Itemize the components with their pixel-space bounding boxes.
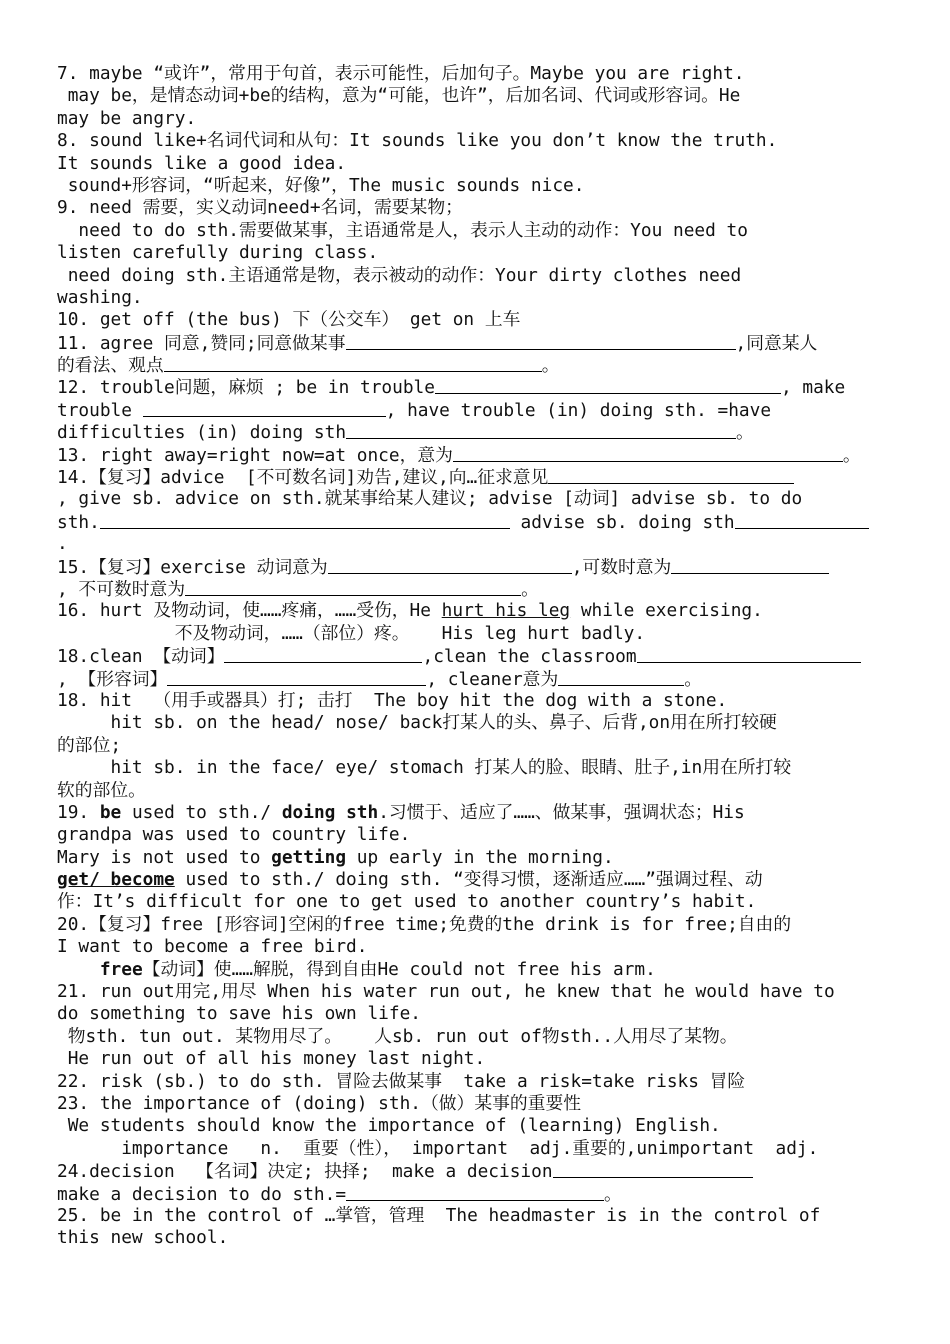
text-segment: 20.【复习】free [形容词]空闲的free time;免费的the drink is for free;自由的 <box>57 913 792 935</box>
text-line <box>57 265 895 287</box>
text-line <box>57 802 895 824</box>
text-line <box>57 712 895 734</box>
text-segment: hit sb. on the head/ nose/ back打某人的头、鼻子、后背,on用在所打较硬 <box>57 712 777 734</box>
text-line <box>57 690 895 712</box>
text-segment: 18.clean 【动词】 <box>57 646 225 668</box>
fill-in-blank <box>346 421 736 439</box>
fill-in-blank <box>164 354 542 372</box>
text-segment: 14.【复习】advice [不可数名词]劝告,建议,向…征求意见 <box>57 467 549 489</box>
text-segment: 11. agree 同意,赞同;同意做某事 <box>57 332 346 354</box>
text-line <box>57 757 895 779</box>
text-segment: I want to become a free bird. <box>57 936 368 958</box>
text-line <box>57 556 895 578</box>
text-segment: grandpa was used to country life. <box>57 824 411 846</box>
text-line <box>57 1093 895 1115</box>
text-segment: 。 <box>521 578 539 600</box>
fill-in-blank <box>167 668 426 686</box>
text-segment: 19. <box>57 801 100 823</box>
text-line <box>57 824 895 846</box>
text-line <box>57 1115 895 1137</box>
text-segment: do something to save his own life. <box>57 1003 421 1025</box>
text-line <box>57 399 895 421</box>
text-segment: 8. sound like+名词代词和从句：It sounds like you don’t know the truth. <box>57 130 778 152</box>
fill-in-blank <box>553 1160 753 1178</box>
text-segment: , 不可数时意为 <box>57 578 186 600</box>
text-segment: 。 <box>541 355 560 377</box>
fill-in-blank <box>143 399 386 417</box>
fill-in-blank <box>346 332 736 350</box>
text-segment: need to do sth.需要做某事，主语通常是人，表示人主动的动作：You need to <box>57 219 748 241</box>
text-line <box>57 869 895 891</box>
text-line <box>57 421 895 443</box>
fill-in-blank <box>435 376 781 394</box>
text-line <box>57 533 895 555</box>
text-segment: while exercising. <box>570 600 763 622</box>
text-segment: need doing sth.主语通常是物，表示被动的动作：Your dirty clothes need <box>57 264 742 286</box>
text-segment: sth. <box>57 511 100 533</box>
text-line <box>57 981 895 1003</box>
text-line <box>57 466 895 488</box>
text-segment <box>57 959 100 980</box>
text-segment: 21. run out用完,用尽 When his water run out, he knew that he would have to <box>57 981 835 1003</box>
text-line <box>57 1048 895 1070</box>
text-line <box>57 1071 895 1093</box>
text-line <box>57 1205 895 1227</box>
text-line <box>57 1003 895 1025</box>
text-line <box>57 242 895 264</box>
text-line <box>57 891 895 913</box>
text-segment: ,同意某人 <box>735 332 818 354</box>
text-segment: 16. hurt 及物动词，使……疼痛，……受伤，He <box>57 600 442 622</box>
text-segment: hit sb. in the face/ eye/ stomach 打某人的脸、眼睛、肚子,in用在所打较 <box>57 757 792 779</box>
text-segment: . <box>57 533 68 555</box>
text-line <box>57 1227 895 1249</box>
text-line <box>57 197 895 219</box>
text-line <box>57 936 895 958</box>
text-segment: 18. hit （用手或器具）打; 击打 The boy hit the dog with a stone. <box>57 689 728 711</box>
text-segment: , make <box>780 377 846 399</box>
text-segment: 22. risk (sb.) to do sth. 冒险去做某事 take a risk=take risks 冒险 <box>57 1070 746 1092</box>
text-segment: 24.decision 【名词】决定; 抉择; make a decision <box>57 1161 553 1183</box>
text-segment: .习惯于、适应了……、做某事，强调状态；His <box>378 801 745 823</box>
text-segment: this new school. <box>57 1227 229 1249</box>
text-segment: 【动词】使……解脱，得到自由He could not free his arm. <box>142 958 656 980</box>
text-segment: 物sth. tun out. 某物用尽了。 人sb. run out of物sth..人用尽了某物。 <box>57 1025 738 1047</box>
text-segment: may be，是情态动词+be的结构，意为“可能，也许”，后加名词、代词或形容词。He <box>57 85 741 107</box>
text-segment: make a decision to do sth.= <box>57 1183 347 1205</box>
text-segment: 25. be in the control of …掌管，管理 The headmaster is in the control of <box>57 1204 821 1226</box>
fill-in-blank <box>100 511 510 529</box>
fill-in-blank <box>548 466 794 484</box>
text-line <box>57 85 895 107</box>
text-segment: washing. <box>57 286 143 308</box>
text-segment: free <box>99 958 143 980</box>
text-line <box>57 130 895 152</box>
fill-in-blank <box>671 556 829 574</box>
text-line <box>57 1138 895 1160</box>
fill-in-blank <box>224 645 422 663</box>
text-segment: trouble <box>57 399 143 421</box>
text-segment: 15.【复习】exercise 动词意为 <box>57 556 328 578</box>
text-segment: 23. the importance of (doing) sth.（做）某事的重要性 <box>57 1092 582 1114</box>
fill-in-blank <box>346 1183 604 1201</box>
text-segment: 的部位; <box>57 734 122 756</box>
text-line <box>57 376 895 398</box>
text-line <box>57 959 895 981</box>
text-segment: He run out of all his money last night. <box>57 1048 486 1070</box>
text-line <box>57 153 895 175</box>
text-line <box>57 220 895 242</box>
text-line <box>57 444 895 466</box>
text-segment: get/ become <box>57 869 175 891</box>
text-line <box>57 287 895 309</box>
text-segment: 不及物动词，……（部位）疼。 His leg hurt badly. <box>57 622 646 644</box>
text-line <box>57 1026 895 1048</box>
text-segment: 10. get off (the bus) 下（公交车） get on 上车 <box>57 309 521 331</box>
fill-in-blank <box>328 556 572 574</box>
text-line <box>57 600 895 622</box>
text-segment: 。 <box>842 444 861 466</box>
text-segment: 。 <box>684 668 703 690</box>
text-segment: be <box>99 801 122 823</box>
text-segment: Mary is not used to <box>57 846 272 868</box>
text-line <box>57 645 895 667</box>
text-segment: up early in the morning. <box>346 846 614 868</box>
text-segment: advise sb. doing sth <box>509 511 735 533</box>
fill-in-blank <box>453 444 843 462</box>
text-line <box>57 488 895 510</box>
text-segment: sound+形容词，“听起来，好像”，The music sounds nice. <box>57 174 585 196</box>
text-segment: , give sb. advice on sth.就某事给某人建议; advise [动词] advise sb. to do <box>57 488 803 510</box>
text-line <box>57 847 895 869</box>
text-segment: ,clean the classroom <box>422 646 637 668</box>
text-segment: 7. maybe “或许”，常用于句首，表示可能性，后加句子。Maybe you are right. <box>57 63 745 84</box>
text-segment: getting <box>271 846 347 868</box>
text-segment: 13. right away=right now=at once，意为 <box>57 444 453 466</box>
text-segment: used to sth./ doing sth. “变得习惯，逐渐适应……”强调过程、动 <box>174 869 763 891</box>
text-segment: 的看法、观点 <box>57 355 164 377</box>
text-line <box>57 175 895 197</box>
text-segment: , cleaner意为 <box>426 668 559 690</box>
text-segment: 。 <box>604 1183 622 1205</box>
text-segment: , 【形容词】 <box>57 668 168 690</box>
text-segment: hurt his leg <box>441 600 571 622</box>
text-line <box>57 332 895 354</box>
text-line <box>57 780 895 802</box>
text-segment: ,可数时意为 <box>571 556 672 578</box>
text-segment: difficulties (in) doing sth <box>57 422 347 444</box>
text-line <box>57 623 895 645</box>
text-line <box>57 354 895 376</box>
fill-in-blank <box>735 511 869 529</box>
text-line <box>57 63 895 85</box>
text-line <box>57 1183 895 1205</box>
fill-in-blank <box>637 645 861 663</box>
text-line <box>57 735 895 757</box>
text-segment: listen carefully during class. <box>57 242 379 264</box>
text-segment: may be angry. <box>57 107 197 129</box>
text-segment: used to sth./ <box>121 801 282 823</box>
text-segment: 9. need 需要，实义动词need+名词，需要某物； <box>57 197 463 219</box>
text-line <box>57 309 895 331</box>
text-line <box>57 668 895 690</box>
text-segment: , have trouble (in) doing sth. =have <box>385 399 772 421</box>
text-segment: importance n. 重要（性）， important adj.重要的,unimportant adj. <box>57 1137 819 1159</box>
text-segment: 12. trouble问题，麻烦 ; be in trouble <box>57 377 435 399</box>
fill-in-blank <box>558 668 684 686</box>
fill-in-blank <box>185 578 521 596</box>
text-segment: 软的部位。 <box>57 779 146 801</box>
text-line <box>57 511 895 533</box>
text-segment: We students should know the importance of (learning) English. <box>57 1115 721 1137</box>
document-body <box>57 63 895 1250</box>
text-segment: doing sth <box>281 801 379 823</box>
text-segment: 作：It’s difficult for one to get used to another country’s habit. <box>57 891 757 913</box>
text-line <box>57 1160 895 1182</box>
text-line <box>57 914 895 936</box>
text-line <box>57 578 895 600</box>
text-segment: It sounds like a good idea. <box>57 152 347 174</box>
text-line <box>57 108 895 130</box>
text-segment: 。 <box>736 422 754 444</box>
